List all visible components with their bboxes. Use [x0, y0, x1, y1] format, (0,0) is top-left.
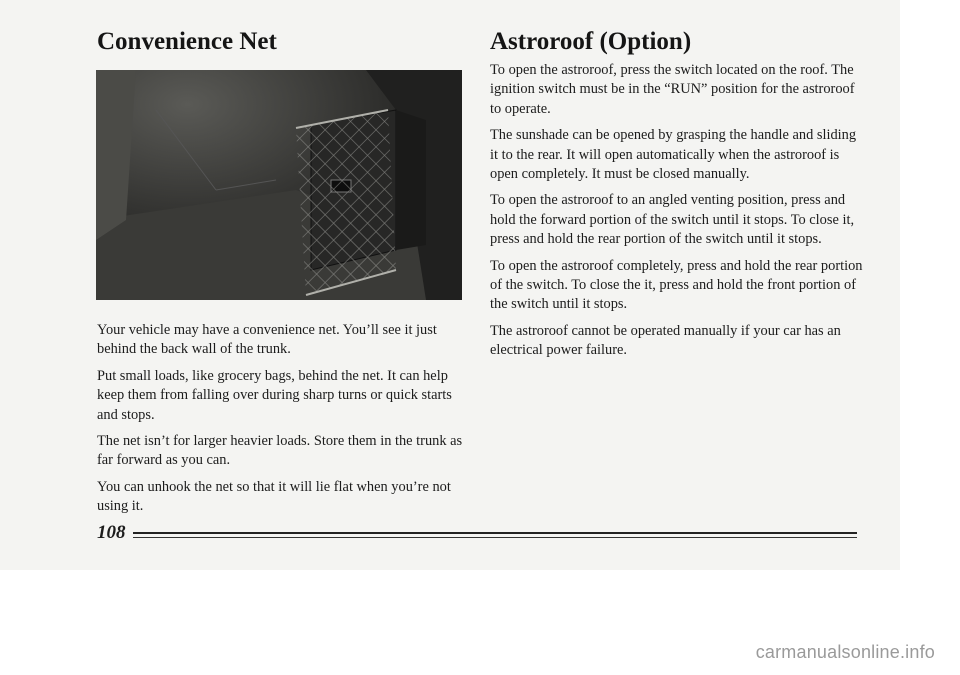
convenience-net-text — [97, 321, 472, 524]
page-number: 108 — [97, 522, 126, 543]
footer-rule — [133, 532, 857, 534]
paragraph: Put small loads, like grocery bags, behind the net. It can help keep them from falling over during sharp turns or quick starts and stops. — [97, 367, 452, 423]
paragraph: To open the astroroof completely, press and hold the rear portion of the switch. To close the it, press and hold the front portion of the switch until it stops. — [490, 257, 863, 313]
paragraph: To open the astroroof to an angled venting position, press and hold the forward portion of the switch until it stops. To close it, press and hold the rear portion of the switch until it stops. — [490, 192, 855, 248]
trunk-net-photo — [96, 70, 462, 300]
paragraph: To open the astroroof, press the switch located on the roof. The ignition switch must be in the “RUN” position for the astroroof to operate. — [490, 62, 855, 117]
paragraph: You can unhook the net so that it will lie flat when you’re not using it. — [97, 478, 451, 515]
watermark-link[interactable]: carmanualsonline.info — [755, 642, 935, 662]
paragraph: The sunshade can be opened by grasping the handle and sliding it to the rear. It will open automatically when the astroroof is open completely. It must be closed manually. — [490, 127, 857, 183]
paragraph: Your vehicle may have a convenience net. You’ll see it just behind the back wall of the trunk. — [97, 322, 437, 358]
section-heading-convenience-net: Convenience Net — [97, 28, 277, 55]
page-footer — [97, 518, 857, 548]
paragraph: The astroroof cannot be operated manually if your car has an electrical power failure. — [490, 322, 841, 359]
trunk-net-illustration — [96, 70, 462, 300]
astroroof-text — [490, 61, 866, 368]
paragraph: The net isn’t for larger heavier loads. Store them in the trunk as far forward as you can. — [97, 433, 463, 469]
section-heading-astroroof: Astroroof (Option) — [490, 28, 692, 55]
footer-rule-thin — [133, 537, 857, 538]
